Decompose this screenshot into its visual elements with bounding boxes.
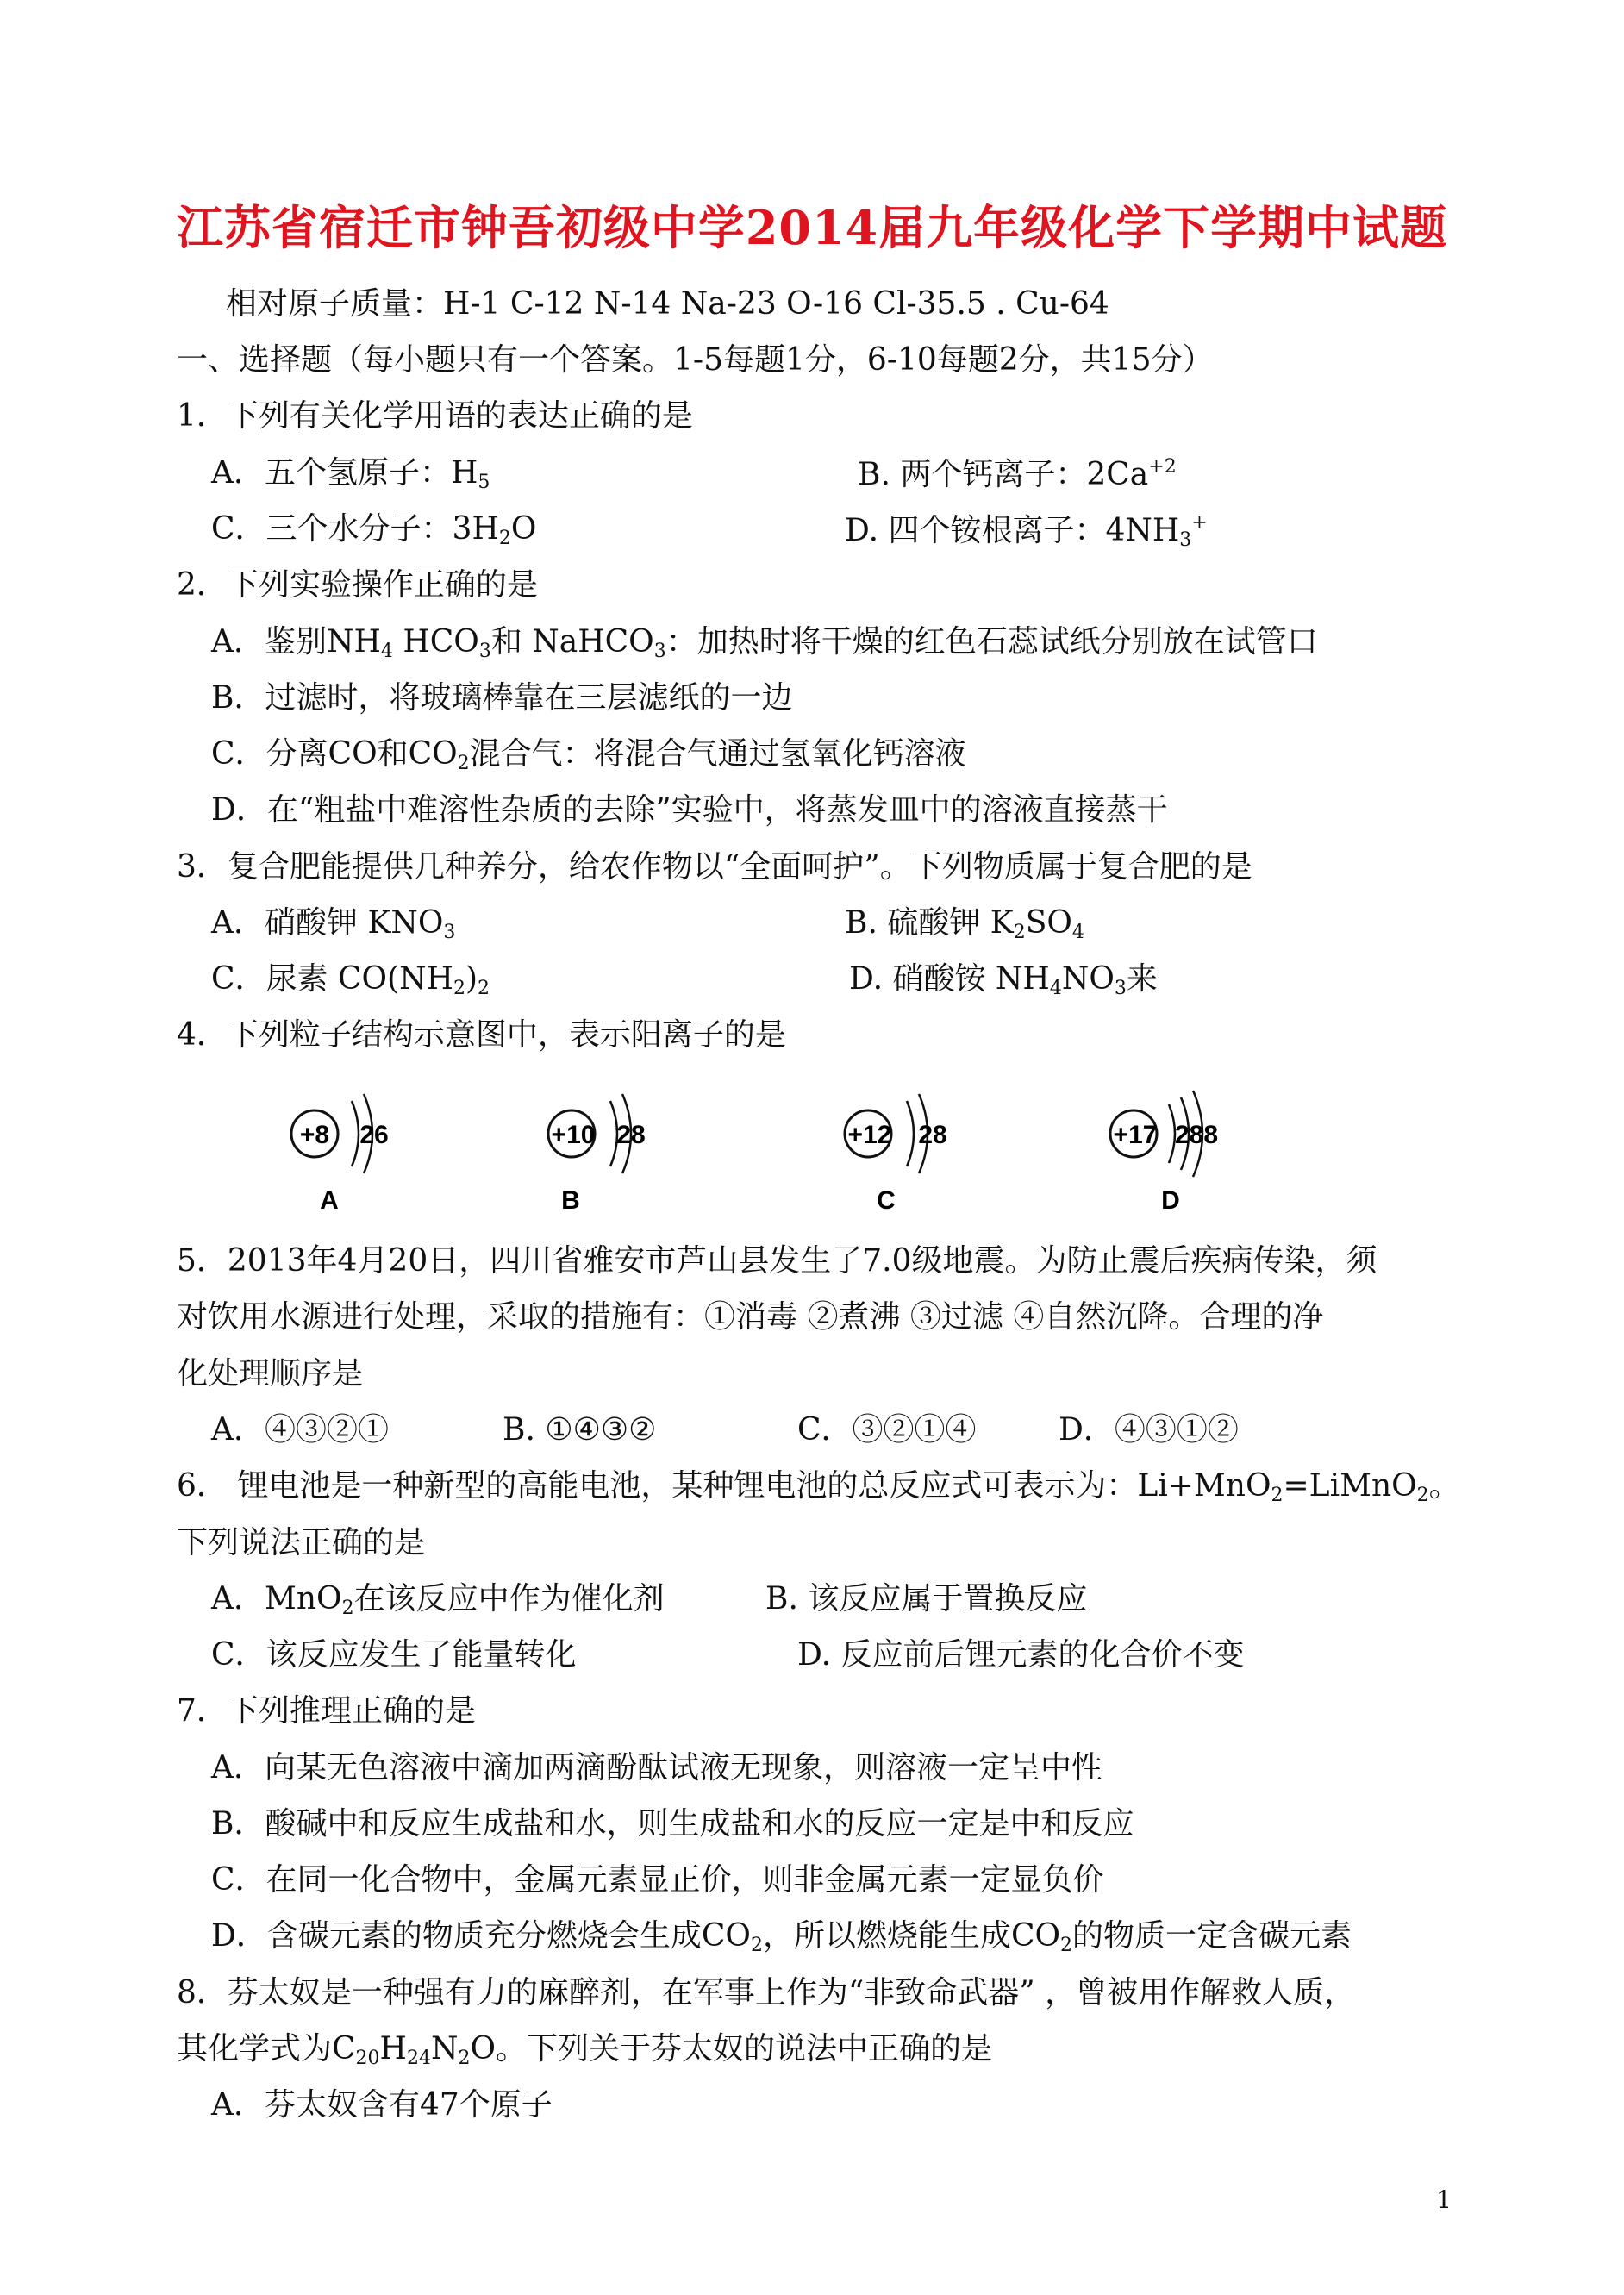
q3-option-c: C．尿素 $CO(NH_2)_2$ bbox=[211, 961, 490, 999]
q5-option-d: D．④③①② bbox=[1059, 1412, 1239, 1448]
q2-option-d: D．在“粗盐中难溶性杂质的去除”实验中，将蒸发皿中的溶液直接蒸干 bbox=[211, 792, 1168, 828]
question-8-line2: 其化学式为$C_{20}H_{24}N_2O$。下列关于芬太奴的说法中正确的是 bbox=[177, 2031, 992, 2069]
atom-b-shells: 28 bbox=[616, 1121, 646, 1149]
question-7-stem: 7．下列推理正确的是 bbox=[177, 1693, 476, 1729]
q5-option-c: C．③②①④ bbox=[797, 1412, 977, 1448]
q3-option-a: A．硝酸钾 $KNO_3$ bbox=[211, 905, 456, 943]
q6-option-a: A．MnO$_2$在该反应中作为催化剂 bbox=[211, 1581, 665, 1619]
q1-option-b: B. 两个钙离子：$2Ca^{+2}$ bbox=[858, 456, 1177, 492]
question-2-stem: 2．下列实验操作正确的是 bbox=[177, 567, 538, 603]
atom-diagram-d bbox=[1095, 1073, 1250, 1220]
question-5-line3: 化处理顺序是 bbox=[177, 1356, 364, 1391]
atom-d-label: D bbox=[1161, 1186, 1180, 1215]
atom-d-shells: 288 bbox=[1174, 1121, 1219, 1149]
question-1-stem: 1．下列有关化学用语的表达正确的是 bbox=[177, 398, 693, 434]
q5-option-b: B. ①④③② bbox=[503, 1412, 657, 1448]
question-8-line1: 8．芬太奴是一种强有力的麻醉剂，在军事上作为“非致命武器” ，曾被用作解救人质， bbox=[177, 1975, 1356, 2010]
q2-option-a: A．鉴别$NH_4$ $HCO_3$和 NaHCO$_3$：加热时将干燥的红色石蕊试纸分别放在试管口 bbox=[211, 624, 1318, 662]
atom-b-nucleus: +10 bbox=[551, 1121, 596, 1149]
q7-option-a: A．向某无色溶液中滴加两滴酚酞试液无现象，则溶液一定呈中性 bbox=[211, 1750, 1102, 1785]
q1-option-a: A．五个氢原子：$H_5$ bbox=[211, 455, 490, 493]
q6-option-b: B. 该反应属于置换反应 bbox=[765, 1581, 1088, 1617]
question-4-stem: 4．下列粒子结构示意图中，表示阳离子的是 bbox=[177, 1017, 786, 1053]
atom-c-shells: 28 bbox=[918, 1121, 947, 1149]
question-6-line1: 6． 锂电池是一种新型的高能电池，某种锂电池的总反应式可表示为：Li+MnO$_2$=LiMnO$_2$。 bbox=[177, 1468, 1460, 1506]
question-6-line2: 下列说法正确的是 bbox=[177, 1525, 426, 1560]
q3-option-d: D. 硝酸铵 $NH_4NO_3$来 bbox=[849, 961, 1158, 999]
q7-option-c: C．在同一化合物中，金属元素显正价，则非金属元素一定显负价 bbox=[211, 1862, 1104, 1898]
q6-option-c: C．该反应发生了能量转化 bbox=[211, 1637, 577, 1673]
question-5-line2: 对饮用水源进行处理，采取的措施有：①消毒 ②煮沸 ③过滤 ④自然沉降。合理的净 bbox=[177, 1299, 1324, 1335]
q6-option-d: D. 反应前后锂元素的化合价不变 bbox=[797, 1637, 1245, 1673]
atom-c-label: C bbox=[877, 1186, 896, 1215]
q3-option-b: B. 硫酸钾 $K_2SO_4$ bbox=[845, 905, 1084, 943]
atom-c-nucleus: +12 bbox=[847, 1121, 892, 1149]
atom-a-shells: 26 bbox=[359, 1121, 389, 1149]
atomic-mass-line: 相对原子质量：H-1 C-12 N-14 Na-23 O-16 Cl-35.5 . Cu-64 bbox=[226, 286, 1109, 322]
q1-option-c: C．三个水分子：$3H_2O$ bbox=[211, 511, 537, 549]
q7-option-d: D．含碳元素的物质充分燃烧会生成$CO_2$，所以燃烧能生成$CO_2$的物质一定含碳元素 bbox=[211, 1918, 1352, 1956]
q2-option-c: C．分离CO和$CO_2$混合气：将混合气通过氢氧化钙溶液 bbox=[211, 736, 966, 774]
section-heading: 一、选择题（每小题只有一个答案。1-5每题1分，6-10每题2分，共15分） bbox=[177, 342, 1214, 378]
page-number: 1 bbox=[1436, 2186, 1452, 2214]
atom-a-label: A bbox=[320, 1186, 339, 1215]
q8-option-a: A．芬太奴含有47个原子 bbox=[211, 2087, 553, 2123]
question-5-line1: 5．2013年4月20日，四川省雅安市芦山县发生了7.0级地震。为防止震后疾病传染，须 bbox=[177, 1243, 1377, 1279]
q5-option-a: A．④③②① bbox=[211, 1412, 389, 1448]
page-title: 江苏省宿迁市钟吾初级中学2014届九年级化学下学期中试题 bbox=[176, 200, 1448, 255]
q2-option-b: B．过滤时，将玻璃棒靠在三层滤纸的一边 bbox=[211, 680, 793, 716]
atom-diagram-a bbox=[276, 1073, 431, 1220]
q7-option-b: B．酸碱中和反应生成盐和水，则生成盐和水的反应一定是中和反应 bbox=[211, 1806, 1134, 1842]
q1-option-d: D. 四个铵根离子：$4NH_3^+$ bbox=[845, 512, 1208, 551]
atom-a-nucleus: +8 bbox=[299, 1121, 330, 1149]
question-3-stem: 3．复合肥能提供几种养分，给农作物以“全面呵护”。下列物质属于复合肥的是 bbox=[177, 849, 1252, 885]
atom-diagram-c bbox=[829, 1073, 984, 1220]
atom-d-nucleus: +17 bbox=[1113, 1121, 1158, 1149]
atom-diagram-b bbox=[533, 1073, 688, 1220]
atom-b-label: B bbox=[561, 1186, 580, 1215]
